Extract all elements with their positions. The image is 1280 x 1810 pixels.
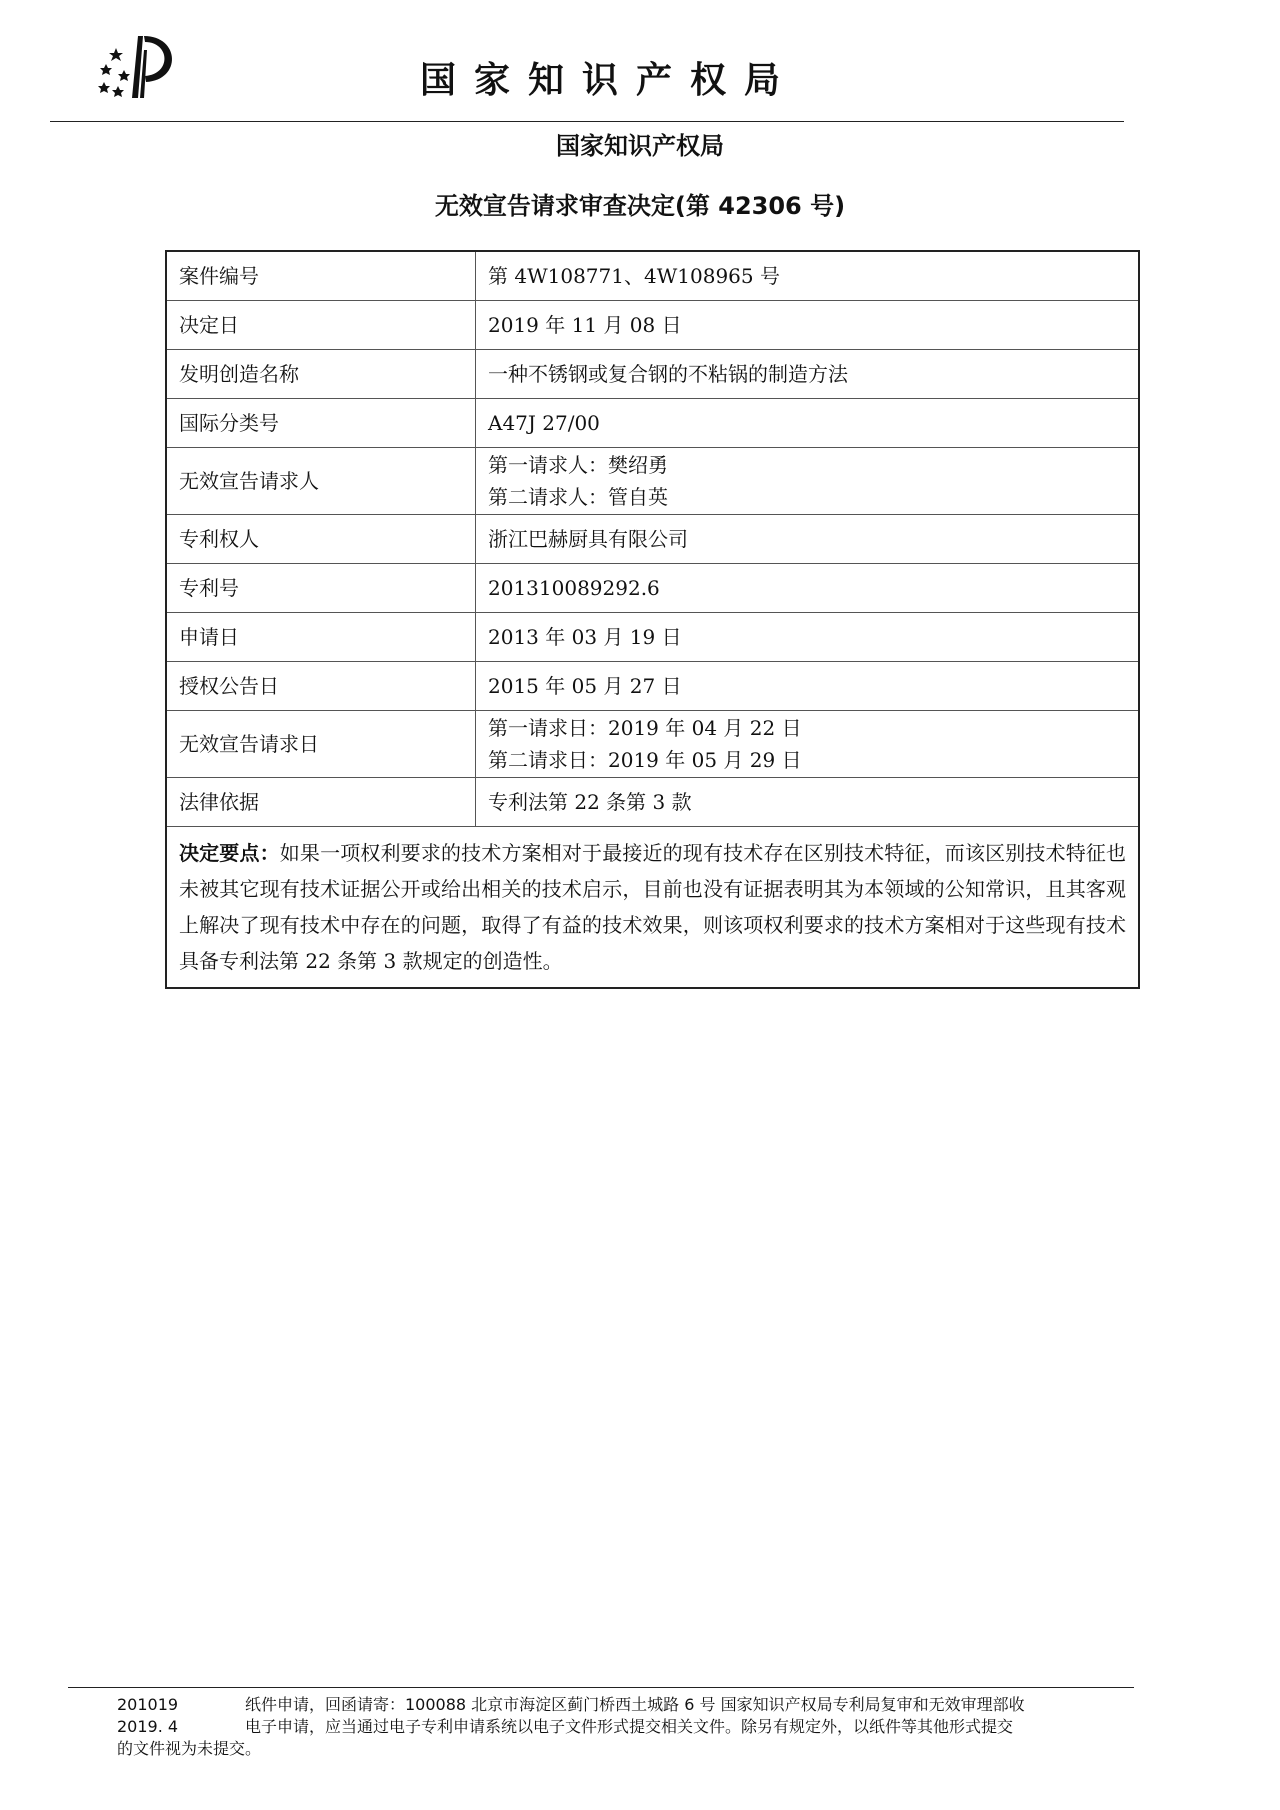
table-row bbox=[166, 711, 1139, 778]
footer-line-1 bbox=[117, 1694, 1197, 1716]
row-label-grant-date: 授权公告日 bbox=[166, 662, 476, 711]
footer-divider bbox=[68, 1687, 1134, 1688]
form-version: 2019. 4 bbox=[117, 1717, 179, 1736]
row-label-filing-date: 申请日 bbox=[166, 613, 476, 662]
case-info-table bbox=[165, 250, 1140, 989]
summary-label: 决定要点： bbox=[179, 841, 280, 865]
footer-line-2 bbox=[117, 1716, 1197, 1738]
decision-summary bbox=[166, 827, 1139, 989]
row-label-case-number: 案件编号 bbox=[166, 251, 476, 301]
header-divider bbox=[50, 121, 1124, 122]
table-row bbox=[166, 515, 1139, 564]
row-label-requesters: 无效宣告请求人 bbox=[166, 448, 476, 515]
row-label-request-dates: 无效宣告请求日 bbox=[166, 711, 476, 778]
row-value-legal-basis: 专利法第 22 条第 3 款 bbox=[476, 778, 1140, 827]
form-code: 201019 bbox=[117, 1695, 179, 1714]
table-row bbox=[166, 448, 1139, 515]
decision-title: 无效宣告请求审查决定(第 42306 号) bbox=[434, 192, 846, 220]
summary-text: 如果一项权利要求的技术方案相对于最接近的现有技术存在区别技术特征，而该区别技术特征也未被其它现有技术证据公开或给出相关的技术启示，目前也没有证据表明其为本领域的公知常识，且其客观上解决了现有技术中存在的问题，取得了有益的技术效果，则该项权利要求的技术方案相对于这些现有技术具备专利法第 22 条第 3 款规定的创造性。 bbox=[179, 841, 1127, 973]
row-value-filing-date: 2013 年 03 月 19 日 bbox=[476, 613, 1140, 662]
table-row bbox=[166, 301, 1139, 350]
row-label-legal-basis: 法律依据 bbox=[166, 778, 476, 827]
table-row bbox=[166, 662, 1139, 711]
requester-1: 第一请求人：樊绍勇 bbox=[488, 453, 668, 477]
row-value-request-dates bbox=[476, 711, 1140, 778]
cnipa-logo-icon bbox=[94, 30, 194, 102]
footer-line-3: 的文件视为未提交。 bbox=[117, 1739, 262, 1758]
footer-paper-filing: 纸件申请，回函请寄：100088 北京市海淀区蓟门桥西土城路 6 号 国家知识产权局专利局复审和无效审理部收 bbox=[245, 1695, 1025, 1714]
row-label-decision-date: 决定日 bbox=[166, 301, 476, 350]
table-row bbox=[166, 778, 1139, 827]
row-value-case-number: 第 4W108771、4W108965 号 bbox=[476, 251, 1140, 301]
table-row bbox=[166, 564, 1139, 613]
requester-2: 第二请求人：管自英 bbox=[488, 485, 668, 509]
row-label-invention-title: 发明创造名称 bbox=[166, 350, 476, 399]
footer-electronic-filing: 电子申请，应当通过电子专利申请系统以电子文件形式提交相关文件。除另有规定外，以纸件等其他形式提交 bbox=[245, 1717, 1014, 1736]
row-value-patent-number: 201310089292.6 bbox=[476, 564, 1140, 613]
document-org-title: 国家知识产权局 bbox=[556, 132, 724, 160]
row-value-ipc: A47J 27/00 bbox=[476, 399, 1140, 448]
row-value-grant-date: 2015 年 05 月 27 日 bbox=[476, 662, 1140, 711]
org-header-title: 国家知识产权局 bbox=[420, 60, 799, 101]
page-footer bbox=[117, 1694, 1197, 1760]
row-value-invention-title: 一种不锈钢或复合钢的不粘锅的制造方法 bbox=[476, 350, 1140, 399]
row-value-requesters bbox=[476, 448, 1140, 515]
row-value-decision-date: 2019 年 11 月 08 日 bbox=[476, 301, 1140, 350]
row-label-ipc: 国际分类号 bbox=[166, 399, 476, 448]
row-label-patentee: 专利权人 bbox=[166, 515, 476, 564]
request-date-1: 第一请求日：2019 年 04 月 22 日 bbox=[488, 716, 802, 740]
table-row bbox=[166, 613, 1139, 662]
row-label-patent-number: 专利号 bbox=[166, 564, 476, 613]
request-date-2: 第二请求日：2019 年 05 月 29 日 bbox=[488, 748, 802, 772]
table-row bbox=[166, 827, 1139, 989]
row-value-patentee: 浙江巴赫厨具有限公司 bbox=[476, 515, 1140, 564]
table-row bbox=[166, 399, 1139, 448]
table-row bbox=[166, 251, 1139, 301]
table-row bbox=[166, 350, 1139, 399]
